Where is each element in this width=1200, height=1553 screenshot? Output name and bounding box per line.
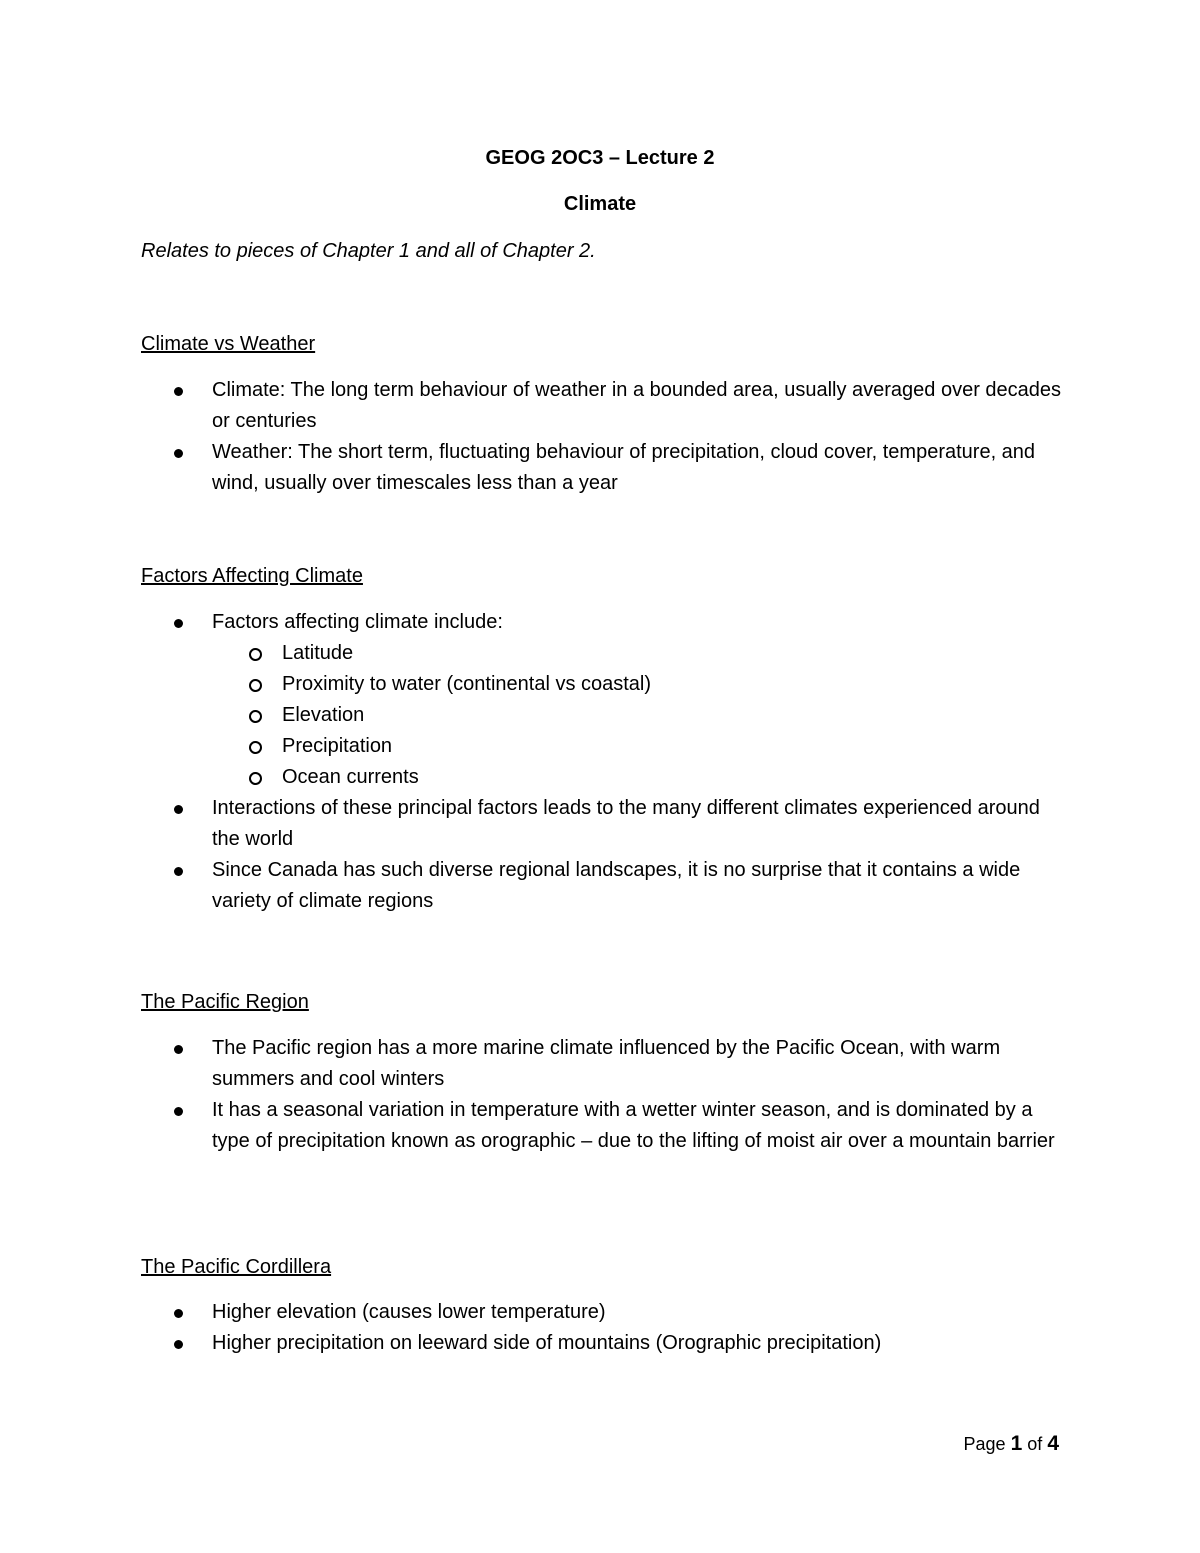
bullet-icon xyxy=(174,867,183,876)
bullet-icon xyxy=(174,449,183,458)
list-item: Higher elevation (causes lower temperature) xyxy=(141,1297,1071,1328)
list-item: The Pacific region has a more marine climate influenced by the Pacific Ocean, with warm summers and cool winters xyxy=(141,1033,1071,1095)
relates-note: Relates to pieces of Chapter 1 and all of Chapter 2. xyxy=(141,240,596,262)
pacific-region-list xyxy=(141,1033,1071,1157)
list-item: Since Canada has such diverse regional landscapes, it is no surprise that it contains a wide variety of climate regions xyxy=(141,855,1071,917)
circle-bullet-icon xyxy=(249,648,262,661)
sub-list-item: Latitude xyxy=(141,638,1071,669)
list-item: Factors affecting climate include: xyxy=(141,607,1071,638)
pacific-cordillera-list xyxy=(141,1297,1071,1359)
list-item: Weather: The short term, fluctuating behaviour of precipitation, cloud cover, temperature, and wind, usually over timescales less than a year xyxy=(141,437,1071,499)
circle-bullet-icon xyxy=(249,772,262,785)
bullet-icon xyxy=(174,1340,183,1349)
heading-pacific-region: The Pacific Region xyxy=(141,991,309,1013)
sub-list-item: Elevation xyxy=(141,700,1071,731)
bullet-icon xyxy=(174,619,183,628)
page-number: Page 1 of 4 xyxy=(963,1432,1059,1455)
document-title: GEOG 2OC3 – Lecture 2 xyxy=(485,147,715,169)
list-item: It has a seasonal variation in temperature with a wetter winter season, and is dominated by a type of precipitation known as orographic – due to the lifting of moist air over a mountain barrier xyxy=(141,1095,1071,1157)
list-item: Interactions of these principal factors leads to the many different climates experienced around the world xyxy=(141,793,1071,855)
bullet-icon xyxy=(174,1107,183,1116)
sub-list-item: Ocean currents xyxy=(141,762,1071,793)
bullet-icon xyxy=(174,1045,183,1054)
list-item: Higher precipitation on leeward side of mountains (Orographic precipitation) xyxy=(141,1328,1071,1359)
circle-bullet-icon xyxy=(249,710,262,723)
bullet-icon xyxy=(174,387,183,396)
sub-list-item: Precipitation xyxy=(141,731,1071,762)
circle-bullet-icon xyxy=(249,741,262,754)
climate-vs-weather-list xyxy=(141,375,1071,499)
heading-climate-vs-weather: Climate vs Weather xyxy=(141,333,316,355)
factors-list xyxy=(141,607,1071,917)
circle-bullet-icon xyxy=(249,679,262,692)
list-item: Climate: The long term behaviour of weather in a bounded area, usually averaged over decades or centuries xyxy=(141,375,1071,437)
sub-list-item: Proximity to water (continental vs coastal) xyxy=(141,669,1071,700)
heading-pacific-cordillera: The Pacific Cordillera xyxy=(141,1256,332,1278)
bullet-icon xyxy=(174,805,183,814)
heading-factors-affecting-climate: Factors Affecting Climate xyxy=(141,565,363,587)
document-subtitle: Climate xyxy=(563,193,637,215)
bullet-icon xyxy=(174,1309,183,1318)
